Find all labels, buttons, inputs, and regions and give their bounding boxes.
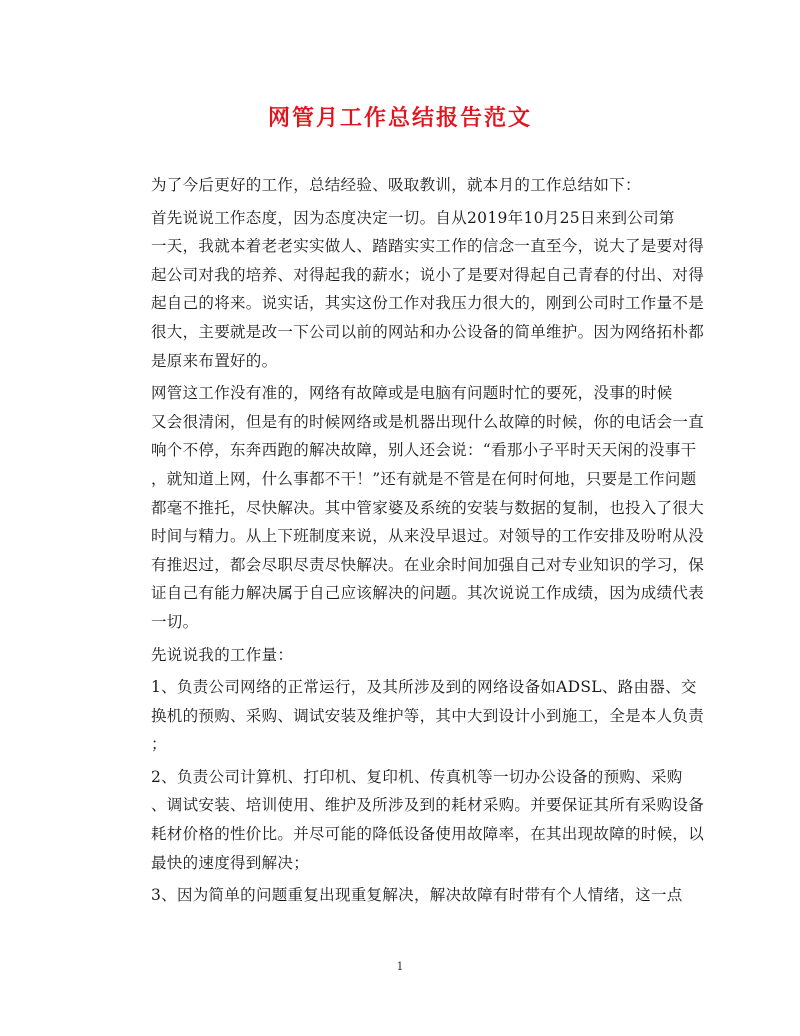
text-line: 2、负责公司计算机、打印机、复印机、传真机等一切办公设备的预购、采购 [151,767,683,786]
paragraph [120,673,705,759]
text-line: 一切。 [151,612,199,631]
document-body [120,171,705,914]
text-line: ； [151,735,167,754]
text-line: 为了今后更好的工作，总结经验、吸取教训，就本月的工作总结如下： [151,176,641,194]
text-line: 最快的速度得到解决； [151,853,310,872]
text-line: 3、因为简单的问题重复出现重复解决，解决故障有时带有个人情绪，这一点 [151,886,683,905]
text-line: 有推迟过，都会尽职尽责尽快解决。在业余时间加强自己对专业知识的学习，保 [151,555,705,574]
text-line: 、调试安装、培训使用、维护及所涉及到的耗材采购。并要保证其所有采购设备 [151,796,705,815]
document-title: 网管月工作总结报告范文 [267,106,532,131]
paragraph [120,641,680,670]
paragraph [120,171,680,200]
text-line: 1、负责公司网络的正常运行，及其所涉及到的网络设备如ADSL、路由器、交 [151,678,697,697]
text-line: 证自己有能力解决属于自己应该解决的问题。其次说说工作成绩，因为成绩代表 [151,584,705,603]
text-line: 是原来布置好的。 [151,351,278,370]
text-line: 耗材价格的性价比。并尽可能的降低设备使用故障率，在其出现故障的时候，以 [151,825,705,844]
paragraph [120,379,705,636]
paragraph [120,204,705,376]
paragraph [120,881,683,910]
text-line: 又会很清闲，但是有的时候网络或是机器出现什么故障的时候，你的电话会一直 [151,412,705,431]
text-line: 先说说我的工作量： [151,645,294,664]
text-line: 首先说说工作态度，因为态度决定一切。自从2019年10月25日来到公司第 [151,208,675,227]
page-number: 1 [396,960,404,973]
text-line: 很大，主要就是改一下公司以前的网站和办公设备的简单维护。因为网络拓朴都 [151,322,705,341]
text-line: 换机的预购、采购、调试安装及维护等，其中大到设计小到施工，全是本人负责 [151,706,705,725]
text-line: 网管这工作没有准的，网络有故障或是电脑有问题时忙的要死，没事的时候 [151,384,673,403]
text-line: 起公司对我的培养、对得起我的薪水；说小了是要对得起自己青春的付出、对得 [151,265,705,284]
text-line: 起自己的将来。说实话，其实这份工作对我压力很大的，刚到公司时工作量不是 [151,294,705,313]
paragraph [120,763,705,877]
text-line: 都毫不推托，尽快解决。其中管家婆及系统的安装与数据的复制，也投入了很大 [151,498,705,517]
text-line: 时间与精力。从上下班制度来说，从来没早退过。对领导的工作安排及吩咐从没 [151,527,705,546]
text-line: 一天，我就本着老老实实做人、踏踏实实工作的信念一直至今，说大了是要对得 [151,237,705,256]
text-line: ，就知道上网，什么事都不干！”还有就是不管是在何时何地，只要是工作问题 [151,469,697,488]
text-line: 响个不停，东奔西跑的解决故障，别人还会说：“看那小子平时天天闲的没事干 [151,441,697,460]
